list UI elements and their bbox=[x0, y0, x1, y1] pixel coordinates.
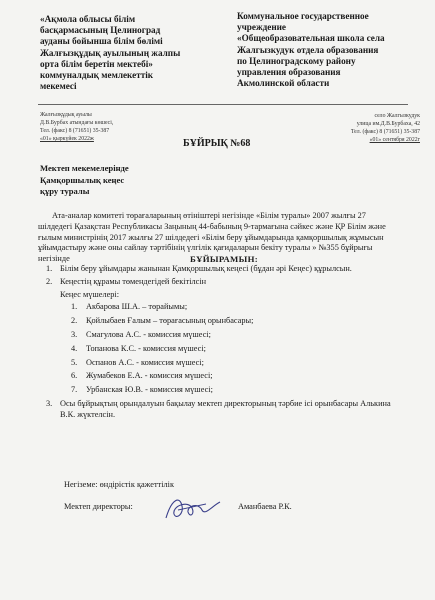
order-item bbox=[40, 399, 395, 421]
header-right-line: учреждение bbox=[237, 22, 287, 33]
subject-line: құру туралы bbox=[40, 186, 90, 196]
header-divider bbox=[38, 104, 408, 105]
address-left bbox=[40, 111, 160, 143]
order-subject bbox=[40, 163, 240, 198]
order-item bbox=[40, 264, 395, 275]
signature-image bbox=[162, 492, 224, 526]
subject-line: Қамқоршылық кеңес bbox=[40, 174, 125, 185]
member-item bbox=[40, 330, 395, 341]
item-text: Осы бұйрықтың орындалуын бақылау мектеп директорының тәрбие ісі орынбасары Алькина В.К. жүктелсін. bbox=[60, 398, 391, 419]
address-right-line: Тел. (факс) 8 (71651) 35-387 bbox=[350, 129, 420, 135]
member-text: Оспанов А.С. - комиссия мүшесі; bbox=[86, 357, 204, 367]
header-right bbox=[237, 11, 417, 89]
member-text: Жумабеков Е.А. - комиссия мүшесі; bbox=[86, 371, 213, 381]
address-left-line: «01» қыркүйек 2022ж bbox=[40, 136, 94, 142]
header-left-line: ауданы бойынша білім бөлімі bbox=[40, 36, 163, 47]
header-left-line: орта білім беретін мектебі» bbox=[40, 58, 153, 69]
member-number: 1. bbox=[71, 302, 78, 312]
order-item bbox=[40, 277, 395, 288]
member-item bbox=[40, 316, 395, 327]
decision-heading: БҰЙЫРАМЫН: bbox=[190, 254, 258, 264]
header-left bbox=[40, 14, 210, 92]
item-text: Кеңестің құрамы төмендегідей бекітілсін bbox=[60, 276, 207, 286]
member-item bbox=[40, 385, 395, 396]
member-number: 4. bbox=[71, 343, 78, 353]
header-right-line: «Общеобразовательная школа села bbox=[237, 33, 385, 44]
address-left-line: Жалғызқұдық ауылы bbox=[40, 112, 92, 118]
subject-line: Мектеп мекемелерінде bbox=[40, 163, 129, 173]
header-right-line: управления образования bbox=[237, 67, 341, 78]
header-right-line: Акмолинской области bbox=[237, 78, 330, 89]
address-left-line: Тел. (факс) 8 (71651) 35-387 bbox=[40, 128, 110, 134]
member-text: Урбанская Ю.В. - комиссия мүшесі; bbox=[86, 385, 213, 395]
header-right-line: Жалгызкудук отдела образования bbox=[237, 44, 379, 55]
member-number: 2. bbox=[71, 316, 78, 326]
item-text: Білім беру ұйымдары жанынан Қамқоршылық кеңесі (бұдан әрі Кеңес) құрылсын. bbox=[60, 264, 352, 273]
header-left-line: басқармасының Целиноград bbox=[40, 25, 161, 36]
header-right-line: по Целиноградскому району bbox=[237, 55, 356, 66]
address-right-village: село Жалгызкудук bbox=[374, 113, 420, 119]
member-text: Қойлыбаев Ғалым – төрағасының орынбасары; bbox=[86, 316, 254, 326]
order-items bbox=[40, 264, 395, 423]
member-item bbox=[40, 371, 395, 382]
header-left-line: мекемесі bbox=[40, 81, 77, 92]
member-number: 5. bbox=[71, 357, 78, 367]
basis-line: Негіземе: өндірістік қажеттілік bbox=[64, 480, 174, 489]
item-number: 3. bbox=[46, 398, 53, 408]
member-text: Акбарова Ш.А. – төрайымы; bbox=[86, 302, 188, 312]
header-left-line: коммуналдық мемлекеттік bbox=[40, 70, 154, 81]
member-item bbox=[40, 358, 395, 369]
item-number: 1. bbox=[46, 264, 53, 273]
member-number: 6. bbox=[71, 371, 78, 381]
director-label: Мектеп директоры: bbox=[64, 502, 133, 511]
address-right-line: «01» сентября 2022г bbox=[369, 137, 420, 143]
preamble: Ата-аналар комитеті төрағаларының өтініштері негізінде «Білім туралы» 2007 жылғы 27 шілдедегі Қазақстан Республикасы Заңының 44-бабының 9-тармағына сәйкес және ҚР Білім және ғылым министрінің 2017 жылғы 27 шілдедегі «Білім беру ұйымдарында қамқоршылық жұмысын ұйымдастыру және оны сайлау тәртібінің үлгілік қағидаларын бекіту туралы » №355 бұйрығы негізінде bbox=[38, 211, 386, 264]
member-number: 3. bbox=[71, 329, 78, 339]
member-item bbox=[40, 302, 395, 313]
item-number: 2. bbox=[46, 276, 53, 286]
member-text: Топанова К.С. - комиссия мүшесі; bbox=[86, 343, 206, 353]
order-title: БҰЙРЫҚ №68 bbox=[183, 138, 251, 149]
address-right bbox=[300, 120, 420, 144]
director-name: Аманбаева Р.К. bbox=[238, 502, 292, 511]
address-right-line: улица им.Д.В.Бурбаха, 42 bbox=[356, 121, 420, 127]
header-left-line: «Ақмола облысы білім bbox=[40, 14, 136, 24]
member-number: 7. bbox=[71, 385, 78, 395]
header-right-line: Коммунальное государственное bbox=[237, 11, 369, 21]
members-label: Кеңес мүшелері: bbox=[60, 289, 120, 299]
member-text: Смагулова А.С. - комиссия мүшесі; bbox=[86, 329, 211, 339]
address-left-line: Д.В.Бурбах атындағы көшесі, bbox=[40, 120, 114, 126]
header-left-line: Жалғызқұдық ауылының жалпы bbox=[40, 47, 181, 58]
member-item bbox=[40, 344, 395, 355]
